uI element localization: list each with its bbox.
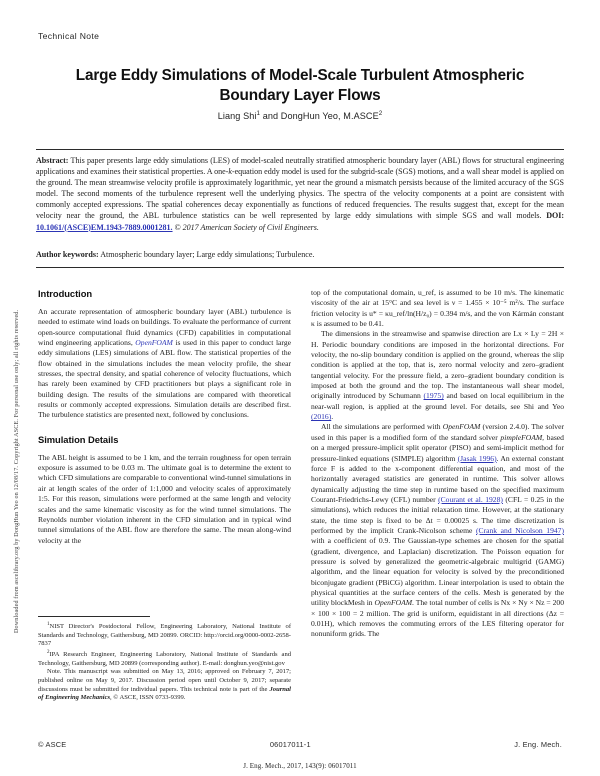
footnote-marker-1: 1 [47,622,50,627]
abstract-k-symbol: k [228,167,232,177]
footnote-1-text: NIST Director's Postdoctoral Fellow, Engineering Laboratory, National Institute of Standards and Technology, Gaithersburg, MD 20899. ORCID: http://orcid.org/0000-0002-2658-7837 [38,623,291,648]
page-title: Large Eddy Simulations of Model-Scale Turbulent Atmospheric Boundary Layer Flows [75,67,525,104]
abstract-bottom-rule [36,267,564,268]
column-right [311,288,564,640]
sim-p4-text-d: . An external constant force F is added to the x-component differential equation, and most of the horizontally averaged statistics are generated in runtime. This solver allows dynamically adjusting the time step in runtime based on the specified maximum Courant-Friedrichs-Lewy (CFL) number [311,453,564,504]
sim-p3-text-a: The dimensions in the streamwise and spanwise direction are Lx × Ly = 2H × H. Periodic boundary conditions are imposed in the horizontal directions. For velocity, the no-slip boundary condition is applied on the ground, whereas the slip condition is applied at the top, that is, zero normal velocity and zero–gradient tangential velocity. For the pressure field, a zero–gradient boundary condition is imposed at both the ground and the top. The instantaneous wall shear model, originally introduced by Schumann [311,329,564,401]
author-keywords [36,249,564,260]
sim-p3-text-c: . [331,412,334,422]
citation-schumann-1975[interactable]: (1975) [423,391,444,401]
sim-p4-text-e: (CFL = 0.25 in the simulations), which reduces the initial relaxation time. However, at the stationary state, the time step is fixed to be Δt = 0.00025 s. The time discretization is performed by the implicit Crank-Nicolson scheme [311,494,565,535]
intro-text-a: An accurate representation of atmospheric boundary layer (ABL) turbulence is needed to estimate wind loads on buildings. To evaluate the performance of current open-source computational fluid dynamics (CFD) capabilities in computational wind engineering applications, [38,307,292,348]
footnote-note [38,668,291,702]
footer-article-number: 06017011-1 [269,740,311,749]
column-left [38,288,291,546]
abstract-text-part2: -equation eddy model is used for the subgrid-scale (SGS) motions, and a wall shear model is applied on the ground. The mean streamwise velocity profile is approximately logarithmic, yet near the ground a mismatch persists because of the limited accuracy of the SGS model. The second moments of the turbulence represent well the underlying physics. The spectra of the velocity components at a point are consistent with commonly accepted expressions. The spatial coherences decay exponentially as functions of reduced frequencies. The results suggest that, except for the mean velocity near the ground, the ABL turbulence statistics can be well represented by large eddy simulations with simple SGS and wall models. [36,167,564,221]
citation-shi-yeo-2016[interactable]: (2016) [311,412,332,422]
intro-paragraph [38,307,291,421]
footer-copyright: © ASCE [38,740,67,749]
abstract-copyright: © 2017 American Society of Civil Engineers. [174,222,319,232]
article-type-label: Technical Note [38,31,100,41]
footnote-note-text-a: Note. This manuscript was submitted on May 13, 2016; approved on February 7, 2017; published online on May 9, 2017. Discussion period open until October 9, 2017; separate discussions must be submitted for individual papers. This technical note is part of the [38,668,291,693]
section-spacer [38,421,291,434]
sim-p3-text-b: and based on local equilibrium in the near-wall region, is applied at the ground level. For details, see Shi and Yeo [311,391,564,411]
intro-text-b: is used in this paper to conduct large eddy simulations (LES) simulations of ABL flow. The statistical properties of the flow obtained in the simulations includes the mean velocity profile, the shear stresses, the spectral density, and spatial coherence of velocity fluctuations, which has rarely been examined by CFD practitioners but plays a significant role in building design. The results of the simulations are compared with theoretical results or commonly accepted expressions. Simulation details are described first. The turbulence statistics are presented next, followed by conclusions. [38,338,291,420]
keywords-label: Author keywords: [36,250,99,259]
openfoam-mention-3: OpenFOAM [374,598,413,608]
footnote-marker-2: 2 [47,649,50,655]
citation-crank-nicolson-1947[interactable]: (Crank and Nicolson 1947) [476,525,564,535]
abstract-block [36,155,564,233]
sim-p4-text-a: All the simulations are performed with [321,422,443,432]
footer-journal-abbrev: J. Eng. Mech. [514,740,562,749]
journal-citation-line: J. Eng. Mech., 2017, 143(9): 06017011 [243,762,357,770]
section-heading-introduction: Introduction [38,288,93,299]
simulation-paragraph-4 [311,422,564,639]
download-stamp: Downloaded from ascelibrary.org by DongHun Yeo on 12/08/17. Copyright ASCE. For personal use only; all rights reserved. [14,309,20,633]
author-footnote-marker-2: 2 [378,110,383,117]
author-footnote-marker-1: 1 [256,110,261,117]
footnote-1 [38,621,291,649]
doi-link[interactable]: 10.1061/(ASCE)EM.1943-7889.0001281. [36,222,173,232]
simulation-paragraph-2: top of the computational domain, u_ref, is assumed to be 10 m/s. The kinematic viscosity of the air at 15°C and sea level is ν = 1.455 × 10⁻⁵ m²/s. The surface friction velocity is u* = κu_ref/ln(H/z₀) = 0.394 m/s, and the von Kármán constant κ is assumed to be 0.41. [311,288,564,329]
journal-name: Journal of Engineering Mechanics [38,685,291,702]
citation-courant-1928[interactable]: (Courant et al. 1928) [438,494,503,504]
simulation-paragraph-3 [311,329,564,422]
author-first: Liang Shi [217,111,257,122]
page-footer [38,740,562,749]
footnote-2-text: IPA Research Engineer, Engineering Laboratory, National Institute of Standards and Technology, Gaithersburg, MD 20899 (corresponding author). E-mail: donghun.yeo@nist.gov [38,651,291,667]
keywords-value: Atmospheric boundary layer; Large eddy simulations; Turbulence. [100,250,315,259]
sim-p4-text-f: with a coefficient of 0.9. The Gaussian-type schemes are chosen for the spatial (gradient, divergence, and Laplacian) discretization. The Poisson equation for pressure is solved by generalized the geometric-algebraic multigrid (GAMG) algorithm, and the linear equation for velocity is solved by the preconditioned biconjugate gradient (PBiCG) algorithm. Linear interpolation is used to obtain the physical quantities at the surface centers of the cells. Mesh is generated by the utility blockMesh in [311,536,564,608]
pimplefoam-mention: pimpleFOAM, [500,432,545,442]
openfoam-mention: OpenFOAM [135,338,173,348]
footnote-2 [38,649,291,668]
sim-p4-text-c: based on a merged pressure-implicit split operator (PISO) and semi-implicit method for pressure-linked equations (SIMPLE) algorithm [311,432,564,463]
abstract-label: Abstract: [36,156,69,165]
citation-jasak-1996[interactable]: (Jasak 1996) [457,453,497,463]
openfoam-mention-2: OpenFOAM [442,422,481,432]
footnote-note-text-b: , © ASCE, ISSN 0733-9399. [110,694,186,702]
sim-p4-text-g: . The total number of cells is Nx × Ny × Nz = 200 × 100 × 100 = 2 million. The grid is uniform, equidistant in all directions (Δz = 0.01H), which removes the commuting errors of the LES filtering operator for nonuniform grids. The [311,598,564,639]
doi-label: DOI: [546,211,565,221]
simulation-paragraph-1: The ABL height is assumed to be 1 km, and the terrain roughness for open terrain exposure is assumed to be 0.03 m. The ultimate goal is to determine the extent to which CFD simulations are comparable to conventional wind-tunnel simulations in air at length scales of the order of 1:1,000 and velocity scales of approximately 1:5. For this reason, simulations were performed at the same length and velocity scales and the same kinematic viscosity as for the wind tunnel simulations. The Reynolds number violation inherent in the CFD simulation and in typical wind tunnel simulations of the ABL flow are therefore the same. The mean along-wind velocity at the [38,452,291,545]
author-line [60,110,540,121]
abstract-text-part1: This paper presents large eddy simulations (LES) of model-scaled neutrally stratified atmospheric boundary layer (ABL) flows for structural engineering applications and examines their statistical properties. A one- [36,156,564,177]
abstract-top-rule [36,149,564,150]
footnote-rule [38,616,150,617]
author-conjunction: and DongHun Yeo, M.ASCE [260,111,379,122]
section-heading-simulation-details: Simulation Details [38,433,119,445]
footnotes-block [38,621,291,703]
sim-p4-text-b: (version 2.4.0). The solver used in this paper is a modified form of the standard solver [311,422,564,442]
